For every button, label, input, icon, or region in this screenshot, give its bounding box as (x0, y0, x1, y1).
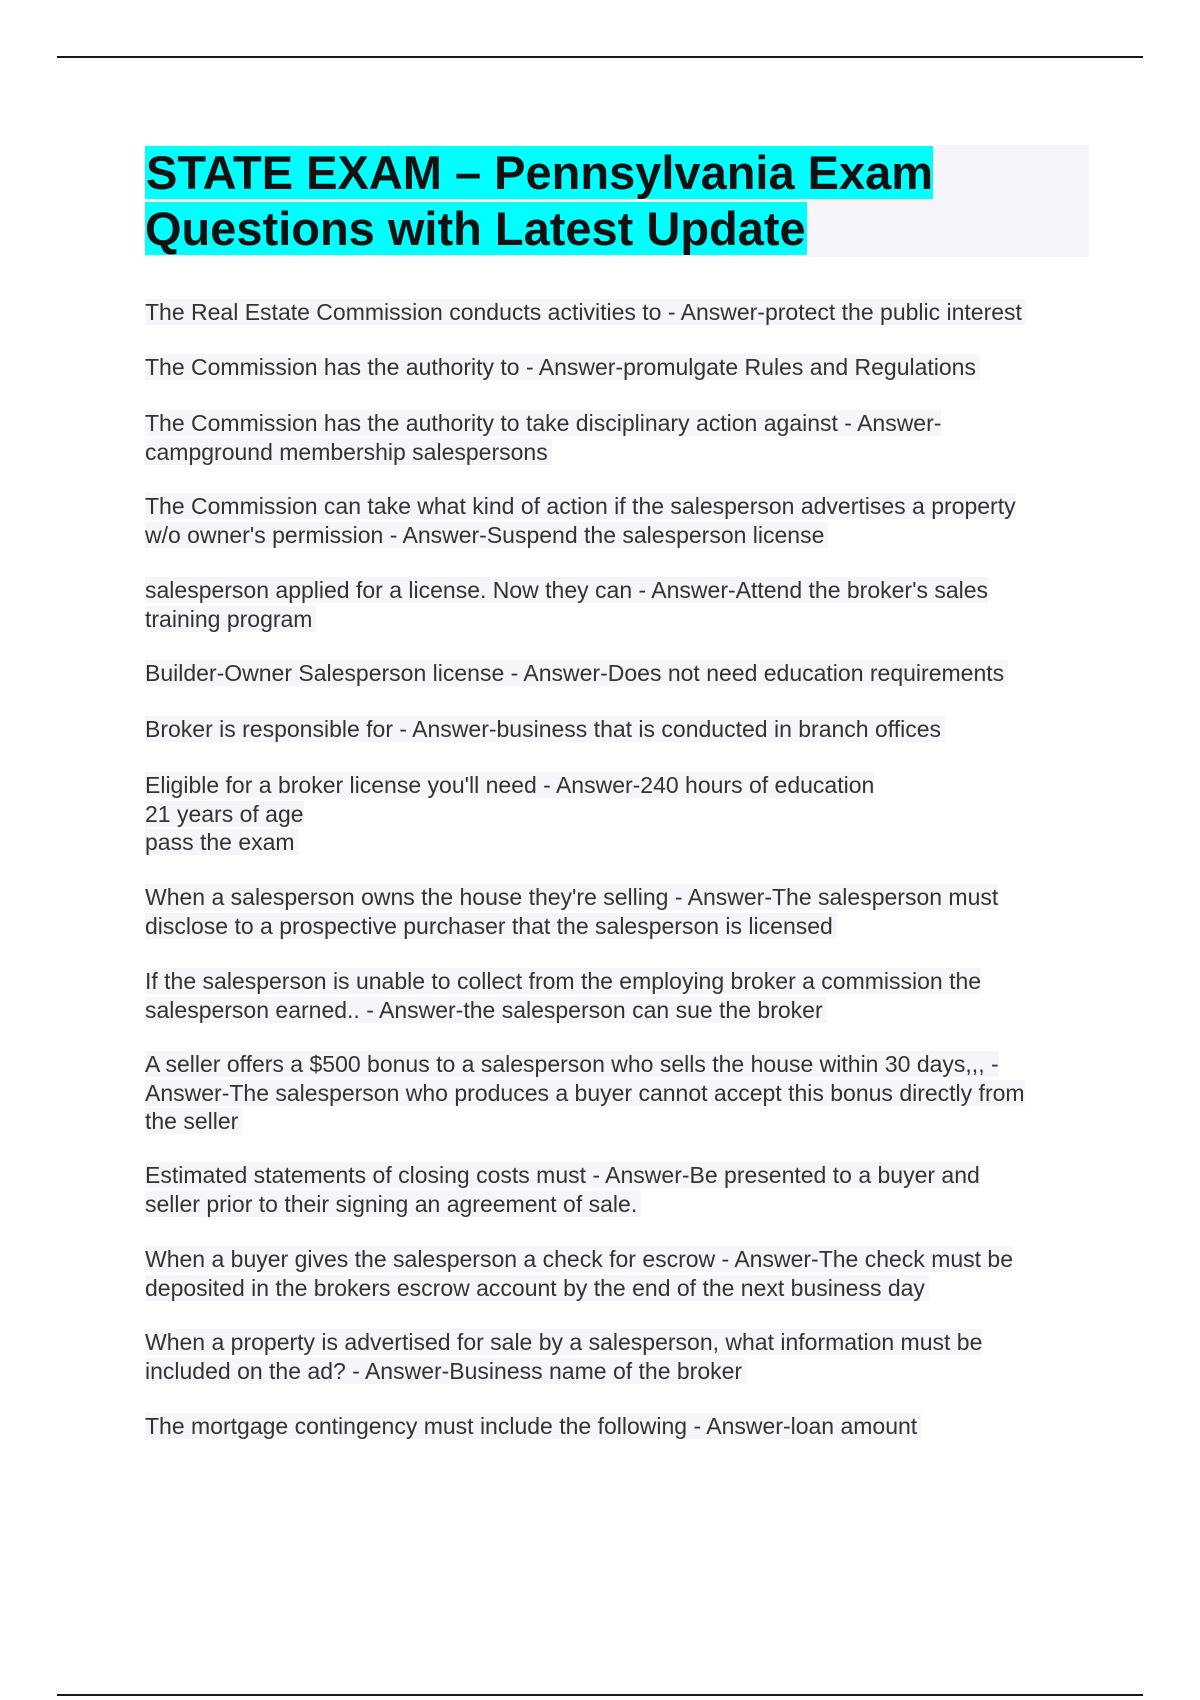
top-rule (57, 56, 1143, 58)
qa-item: If the salesperson is unable to collect from the employing broker a commission the salesperson earned.. - Answer-the salesperson can sue the broker (145, 968, 982, 1023)
qa-item: Broker is responsible for - Answer-business that is conducted in branch offices (145, 715, 1089, 744)
qa-item: When a buyer gives the salesperson a check for escrow - Answer-The check must be deposited in the brokers escrow account by the end of the next business day (145, 1246, 1014, 1301)
qa-item: Eligible for a broker license you'll need - Answer-240 hours of education 21 years of age pass the exam (145, 772, 875, 855)
page-title-text: STATE EXAM – Pennsylvania Exam Questions with Latest Update (145, 146, 934, 255)
qa-item: When a salesperson owns the house they're selling - Answer-The salesperson must disclose to a prospective purchaser that the salesperson is licensed (145, 884, 999, 939)
qa-item: When a property is advertised for sale by a salesperson, what information must be included on the ad? - Answer-Business name of the broker (145, 1329, 983, 1384)
page-title (145, 145, 1089, 257)
qa-item: A seller offers a $500 bonus to a salesperson who sells the house within 30 days,,, - Answer-The salesperson who produces a buyer cannot accept this bonus directly from the seller (145, 1051, 1025, 1134)
title-block (145, 145, 1089, 257)
qa-item: The Real Estate Commission conducts activities to - Answer-protect the public interest (145, 298, 1089, 327)
qa-item: The Commission has the authority to take disciplinary action against - Answer- campground membership salespersons (145, 410, 942, 465)
qa-item: Estimated statements of closing costs must - Answer-Be presented to a buyer and seller prior to their signing an agreement of sale. (145, 1162, 980, 1217)
qa-item: Builder-Owner Salesperson license - Answer-Does not need education requirements (145, 659, 1089, 688)
qa-item: The Commission has the authority to - Answer-promulgate Rules and Regulations (145, 353, 1089, 382)
bottom-rule (57, 1694, 1143, 1696)
qa-item: salesperson applied for a license. Now they can - Answer-Attend the broker's sales training program (145, 577, 989, 632)
qa-item: The mortgage contingency must include the following - Answer-loan amount (145, 1412, 1089, 1441)
qa-item: The Commission can take what kind of action if the salesperson advertises a property w/o owner's permission - Answer-Suspend the salesperson license (145, 493, 1016, 548)
